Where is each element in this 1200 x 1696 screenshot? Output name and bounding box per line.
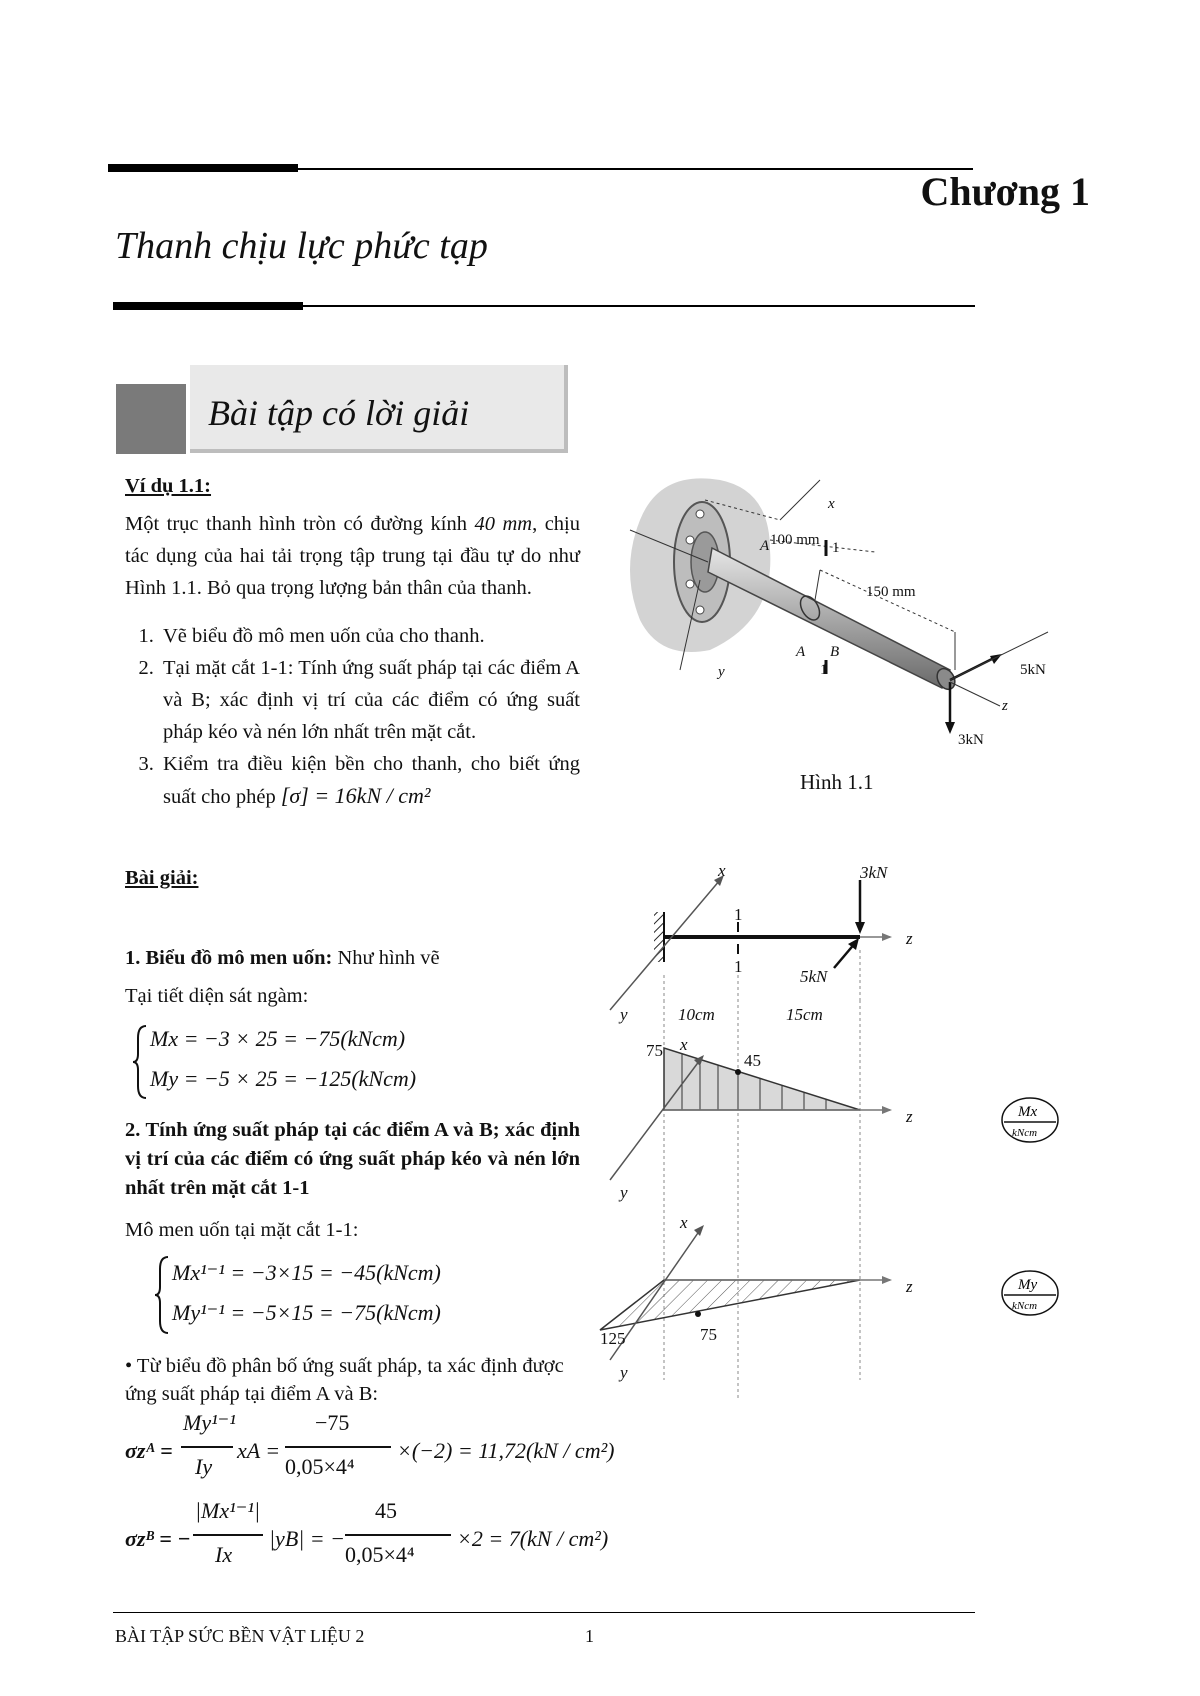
brace-2 [154, 1255, 170, 1335]
svg-text:x: x [680, 1213, 688, 1232]
svg-text:3kN: 3kN [958, 732, 984, 748]
top-thick-rule [108, 164, 298, 172]
footer-title: BÀI TẬP SỨC BỀN VẬT LIỆU 2 [115, 1626, 365, 1646]
svg-text:1: 1 [820, 662, 828, 678]
fixed-support [654, 912, 664, 962]
moment-text: Mô men uốn tại mặt cắt 1-1: [125, 1219, 359, 1241]
intro-part-b: , chịu tác dụng của hai tải trọng tập trung tại đầu tự do như Hình 1.1. Bỏ qua trọng lượng bản thân của thanh. [125, 513, 581, 599]
svg-text:1: 1 [734, 905, 743, 924]
svg-text:z: z [906, 1277, 913, 1296]
chapter-title: Thanh chịu lực phức tạp [115, 225, 488, 267]
top-thin-rule [298, 168, 973, 170]
svg-text:45: 45 [744, 1051, 761, 1070]
svg-text:y: y [620, 1005, 628, 1024]
bottom-thick-rule [113, 302, 303, 310]
figure-caption: Hình 1.1 [800, 770, 874, 794]
bullet-text: • Từ biểu đồ phân bố ứng suất pháp, ta xác định được ứng suất pháp tại điểm A và B: [125, 1355, 564, 1405]
svg-text:5kN: 5kN [1020, 662, 1046, 678]
step1-heading: 1. Biểu đồ mô men uốn: Như hình vẽ [125, 947, 440, 969]
intro-diameter: 40 mm [474, 513, 533, 535]
svg-text:75: 75 [646, 1041, 663, 1060]
eq-my-fixed: My = −5 × 25 = −125(kNcm) [150, 1066, 417, 1091]
svg-text:10cm: 10cm [678, 1005, 715, 1024]
mx-diagram [664, 1048, 860, 1110]
page-number: 1 [585, 1626, 594, 1646]
svg-text:x: x [718, 861, 726, 880]
svg-text:z: z [1002, 698, 1008, 714]
svg-text:y: y [718, 664, 725, 680]
svg-text:kNcm: kNcm [1012, 1300, 1038, 1312]
section-heading: Bài tập có lời giải [208, 393, 470, 433]
svg-text:5kN: 5kN [800, 967, 828, 986]
bottom-thin-rule [303, 305, 975, 307]
my-unit-badge [1002, 1271, 1058, 1315]
eq-my-section: My¹⁻¹ = −5×15 = −75(kNcm) [172, 1300, 441, 1325]
section-marker [116, 384, 186, 454]
example-label: Ví dụ 1.1: [125, 475, 212, 497]
svg-text:1: 1 [832, 540, 840, 556]
intro-part-a: Một trục thanh hình tròn có đường kính [125, 513, 475, 535]
mx-unit-badge [1002, 1098, 1058, 1142]
svg-text:Mx: Mx [1018, 1104, 1038, 1120]
svg-text:A: A [760, 538, 770, 554]
chapter-heading: Chương 1 [920, 169, 1090, 214]
my-diagram [600, 1280, 860, 1330]
svg-text:125: 125 [600, 1329, 626, 1348]
eq-mx-fixed: Mx = −3 × 25 = −75(kNcm) [150, 1026, 406, 1051]
sigma-b-formula: σzᴮ = − |Mx¹⁻¹| Ix |yB| = − 45 0,05×4⁴ ×2 = 7(kN / cm²) [125, 1498, 609, 1567]
svg-text:z: z [906, 1107, 913, 1126]
fixed-end-text: Tại tiết diện sát ngàm: [125, 985, 309, 1007]
allowable-stress: [σ] = 16kN / cm² [280, 783, 431, 808]
moment-diagram [590, 860, 1080, 1400]
svg-text:100 mm: 100 mm [770, 532, 820, 548]
step2-heading: 2. Tính ứng suất pháp tại các điểm A và B; xác định vị trí của các điểm có ứng suất pháp kéo và nén lớn nhất trên mặt cắt 1-1 [125, 1119, 580, 1199]
svg-text:150 mm: 150 mm [866, 584, 916, 600]
example-intro [125, 508, 580, 604]
svg-text:A: A [796, 644, 806, 660]
svg-text:y: y [620, 1183, 628, 1202]
figure-1-1 [620, 460, 1080, 760]
task-item: 1. Vẽ biểu đồ mô men uốn của cho thanh. [159, 620, 580, 652]
svg-text:B: B [830, 644, 840, 660]
sigma-a-formula: σzᴬ = My¹⁻¹ Iy xA = −75 0,05×4⁴ ×(−2) = 11,72(kN / cm²) [125, 1410, 615, 1479]
svg-text:kNcm: kNcm [1012, 1127, 1038, 1139]
eq-mx-section: Mx¹⁻¹ = −3×15 = −45(kNcm) [172, 1260, 441, 1285]
brace-1 [132, 1024, 148, 1100]
solution-label: Bài giải: [125, 867, 199, 889]
svg-text:3kN: 3kN [860, 863, 888, 882]
task-item: 2. Tại mặt cắt 1-1: Tính ứng suất pháp tại các điểm A và B; xác định vị trí của các điểm có ứng suất pháp kéo và nén lớn nhất trên mặt cắt. [159, 652, 580, 748]
svg-text:x: x [680, 1035, 688, 1054]
svg-text:x: x [828, 496, 835, 512]
svg-text:z: z [906, 929, 913, 948]
svg-text:1: 1 [734, 957, 743, 976]
footer-rule [113, 1612, 975, 1613]
task-list [125, 620, 580, 813]
svg-text:y: y [620, 1363, 628, 1382]
svg-text:My: My [1018, 1277, 1038, 1293]
task-item: 3. Kiểm tra điều kiện bền cho thanh, cho biết ứng suất cho phép [σ] = 16kN / cm² [159, 748, 580, 813]
svg-text:75: 75 [700, 1325, 717, 1344]
svg-text:15cm: 15cm [786, 1005, 823, 1024]
